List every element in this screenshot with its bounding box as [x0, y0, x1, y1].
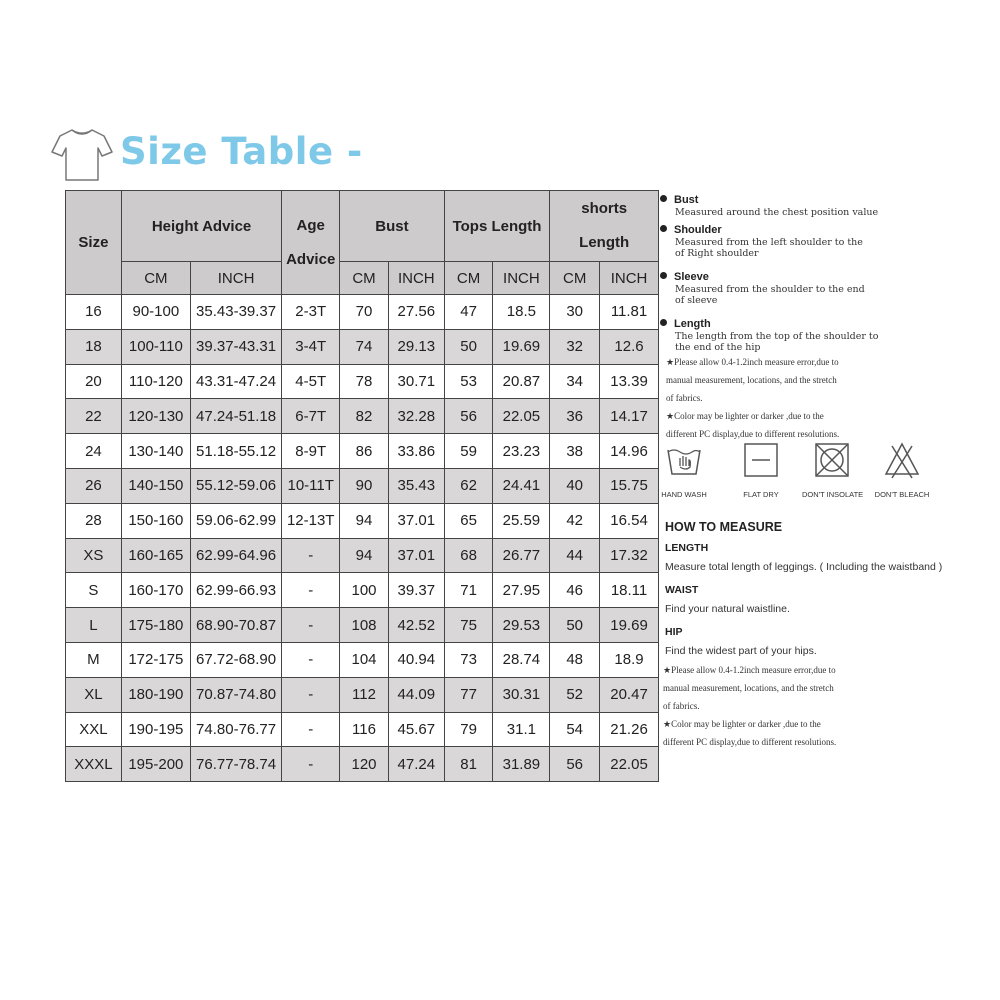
cell-shorts-length-inch: 16.54 [600, 503, 659, 538]
cell-height-cm: 110-120 [121, 364, 190, 399]
note-bust-title: Bust [674, 194, 699, 206]
note-length-title: Length [674, 318, 711, 330]
size-table-body [66, 295, 659, 782]
cell-shorts-length-cm: 52 [550, 677, 600, 712]
cell-bust-cm: 70 [340, 295, 389, 330]
flat-dry-icon [741, 440, 781, 480]
cell-height-cm: 195-200 [121, 747, 190, 782]
cell-height-inch: 55.12-59.06 [190, 468, 281, 503]
cell-shorts-length-cm: 48 [550, 642, 600, 677]
fine-print-line: of fabrics. [666, 393, 703, 403]
cell-shorts-length-cm: 42 [550, 503, 600, 538]
cell-shorts-length-cm: 46 [550, 573, 600, 608]
cell-tops-length-inch: 20.87 [493, 364, 550, 399]
cell-bust-cm: 100 [340, 573, 389, 608]
cell-height-cm: 150-160 [121, 503, 190, 538]
bullet-icon [660, 272, 667, 279]
cell-age-advice: 4-5T [282, 364, 340, 399]
cell-age-advice: - [282, 538, 340, 573]
cell-bust-inch: 39.37 [388, 573, 444, 608]
size-table-header [50, 122, 370, 186]
fine-print-line: ★Color may be lighter or darker ,due to the [666, 411, 824, 421]
cell-age-advice: - [282, 608, 340, 643]
cell-tops-length-cm: 50 [444, 329, 493, 364]
care-hand-wash-label: HAND WASH [661, 490, 707, 499]
care-flat-dry [736, 440, 786, 499]
cell-age-advice: 12-13T [282, 503, 340, 538]
care-dont-bleach [874, 440, 930, 499]
fine-print-top [666, 353, 995, 443]
cell-tops-length-inch: 29.53 [493, 608, 550, 643]
cell-tops-length-inch: 18.5 [493, 295, 550, 330]
note-length [660, 318, 995, 353]
do-not-bleach-icon [882, 440, 922, 480]
header-height-inch: INCH [190, 262, 281, 295]
cell-bust-inch: 33.86 [388, 434, 444, 469]
note-sleeve [660, 271, 995, 306]
table-row [66, 538, 659, 573]
cell-size: 26 [66, 468, 122, 503]
cell-shorts-length-cm: 36 [550, 399, 600, 434]
cell-height-inch: 67.72-68.90 [190, 642, 281, 677]
note-length-desc-1: The length from the top of the shoulder to [675, 331, 879, 342]
cell-size: 22 [66, 399, 122, 434]
size-table [65, 190, 659, 782]
cell-size: M [66, 642, 122, 677]
cell-height-inch: 74.80-76.77 [190, 712, 281, 747]
cell-tops-length-cm: 75 [444, 608, 493, 643]
cell-height-cm: 100-110 [121, 329, 190, 364]
table-row [66, 642, 659, 677]
hip-instructions: Find the widest part of your hips. [665, 645, 817, 657]
note-sleeve-desc-1: Measured from the shoulder to the end [675, 284, 865, 295]
cell-shorts-length-cm: 44 [550, 538, 600, 573]
table-row [66, 503, 659, 538]
cell-height-inch: 39.37-43.31 [190, 329, 281, 364]
cell-shorts-length-inch: 22.05 [600, 747, 659, 782]
cell-height-cm: 140-150 [121, 468, 190, 503]
cell-age-advice: 2-3T [282, 295, 340, 330]
cell-bust-cm: 108 [340, 608, 389, 643]
cell-bust-inch: 30.71 [388, 364, 444, 399]
cell-bust-cm: 104 [340, 642, 389, 677]
care-dont-bleach-label: DON'T BLEACH [874, 490, 930, 499]
cell-tops-length-cm: 73 [444, 642, 493, 677]
cell-height-cm: 180-190 [121, 677, 190, 712]
cell-size: XXXL [66, 747, 122, 782]
table-row [66, 712, 659, 747]
care-flat-dry-label: FLAT DRY [743, 490, 779, 499]
cell-tops-length-cm: 71 [444, 573, 493, 608]
cell-bust-inch: 37.01 [388, 503, 444, 538]
length-instructions: Measure total length of leggings. ( Including the waistband ) [665, 561, 943, 573]
cell-shorts-length-inch: 15.75 [600, 468, 659, 503]
fine-print-line: manual measurement, locations, and the stretch [666, 375, 837, 385]
cell-size: 16 [66, 295, 122, 330]
cell-shorts-length-cm: 54 [550, 712, 600, 747]
hip-heading: HIP [665, 626, 683, 638]
cell-tops-length-cm: 59 [444, 434, 493, 469]
header-height-cm: CM [121, 262, 190, 295]
cell-bust-cm: 78 [340, 364, 389, 399]
bullet-icon [660, 195, 667, 202]
cell-shorts-length-inch: 19.69 [600, 608, 659, 643]
cell-height-inch: 76.77-78.74 [190, 747, 281, 782]
table-row [66, 399, 659, 434]
cell-height-inch: 43.31-47.24 [190, 364, 281, 399]
cell-bust-inch: 29.13 [388, 329, 444, 364]
table-row [66, 468, 659, 503]
length-heading: LENGTH [665, 542, 709, 554]
care-hand-wash [660, 440, 708, 499]
cell-height-inch: 70.87-74.80 [190, 677, 281, 712]
cell-bust-cm: 74 [340, 329, 389, 364]
cell-bust-cm: 82 [340, 399, 389, 434]
header-age-advice: Age Advice [282, 191, 340, 295]
care-instructions [660, 440, 995, 510]
cell-tops-length-cm: 53 [444, 364, 493, 399]
cell-bust-inch: 35.43 [388, 468, 444, 503]
cell-shorts-length-inch: 13.39 [600, 364, 659, 399]
header-bust-cm: CM [340, 262, 389, 295]
cell-tops-length-cm: 62 [444, 468, 493, 503]
bullet-icon [660, 319, 667, 326]
cell-shorts-length-cm: 38 [550, 434, 600, 469]
cell-age-advice: - [282, 677, 340, 712]
note-bust [660, 194, 995, 218]
table-row [66, 295, 659, 330]
cell-size: 18 [66, 329, 122, 364]
cell-tops-length-inch: 31.89 [493, 747, 550, 782]
cell-age-advice: - [282, 573, 340, 608]
table-row [66, 677, 659, 712]
cell-shorts-length-inch: 12.6 [600, 329, 659, 364]
cell-size: L [66, 608, 122, 643]
table-row [66, 608, 659, 643]
measurement-notes [660, 194, 995, 443]
cell-tops-length-inch: 22.05 [493, 399, 550, 434]
cell-age-advice: 10-11T [282, 468, 340, 503]
cell-tops-length-inch: 30.31 [493, 677, 550, 712]
cell-shorts-length-cm: 56 [550, 747, 600, 782]
cell-size: 24 [66, 434, 122, 469]
header-tops-inch: INCH [493, 262, 550, 295]
header-bust-inch: INCH [388, 262, 444, 295]
cell-age-advice: - [282, 642, 340, 677]
cell-height-cm: 120-130 [121, 399, 190, 434]
cell-shorts-length-inch: 11.81 [600, 295, 659, 330]
cell-height-cm: 130-140 [121, 434, 190, 469]
header-bust: Bust [340, 191, 445, 262]
cell-height-inch: 47.24-51.18 [190, 399, 281, 434]
cell-bust-cm: 116 [340, 712, 389, 747]
cell-height-inch: 35.43-39.37 [190, 295, 281, 330]
cell-bust-inch: 32.28 [388, 399, 444, 434]
cell-shorts-length-inch: 14.96 [600, 434, 659, 469]
cell-tops-length-inch: 26.77 [493, 538, 550, 573]
table-row [66, 364, 659, 399]
cell-height-inch: 51.18-55.12 [190, 434, 281, 469]
note-shoulder-desc-1: Measured from the left shoulder to the [675, 237, 863, 248]
note-shoulder-title: Shoulder [674, 224, 722, 236]
cell-bust-inch: 47.24 [388, 747, 444, 782]
cell-bust-inch: 37.01 [388, 538, 444, 573]
cell-tops-length-cm: 81 [444, 747, 493, 782]
cell-tops-length-inch: 28.74 [493, 642, 550, 677]
cell-bust-cm: 112 [340, 677, 389, 712]
cell-shorts-length-inch: 18.9 [600, 642, 659, 677]
header-shorts-cm: CM [550, 262, 600, 295]
cell-tops-length-inch: 19.69 [493, 329, 550, 364]
how-to-measure-title: HOW TO MEASURE [665, 520, 783, 534]
cell-tops-length-inch: 23.23 [493, 434, 550, 469]
cell-age-advice: 6-7T [282, 399, 340, 434]
header-tops-cm: CM [444, 262, 493, 295]
header-shorts-inch: INCH [600, 262, 659, 295]
cell-tops-length-cm: 77 [444, 677, 493, 712]
cell-tops-length-cm: 68 [444, 538, 493, 573]
table-row [66, 434, 659, 469]
cell-shorts-length-inch: 18.11 [600, 573, 659, 608]
cell-bust-inch: 44.09 [388, 677, 444, 712]
cell-shorts-length-inch: 20.47 [600, 677, 659, 712]
care-dont-insolate-label: DON'T INSOLATE [802, 490, 864, 499]
cell-height-inch: 68.90-70.87 [190, 608, 281, 643]
cell-bust-cm: 94 [340, 538, 389, 573]
cell-bust-cm: 120 [340, 747, 389, 782]
cell-age-advice: 3-4T [282, 329, 340, 364]
cell-size: XXL [66, 712, 122, 747]
cell-bust-inch: 40.94 [388, 642, 444, 677]
table-row [66, 573, 659, 608]
header-height-advice: Height Advice [121, 191, 281, 262]
cell-shorts-length-cm: 50 [550, 608, 600, 643]
cell-height-cm: 160-165 [121, 538, 190, 573]
cell-shorts-length-inch: 14.17 [600, 399, 659, 434]
cell-tops-length-inch: 27.95 [493, 573, 550, 608]
cell-age-advice: - [282, 712, 340, 747]
note-length-desc-2: the end of the hip [675, 342, 761, 353]
cell-tops-length-cm: 56 [444, 399, 493, 434]
fine-print-bottom [663, 661, 995, 751]
waist-instructions: Find your natural waistline. [665, 603, 790, 615]
cell-shorts-length-inch: 17.32 [600, 538, 659, 573]
cell-height-cm: 160-170 [121, 573, 190, 608]
header-tops-length: Tops Length [444, 191, 550, 262]
hand-wash-icon [664, 440, 704, 480]
cell-shorts-length-inch: 21.26 [600, 712, 659, 747]
fine-print-line: ★Please allow 0.4-1.2inch measure error,due to [666, 357, 839, 367]
cell-shorts-length-cm: 30 [550, 295, 600, 330]
header-size: Size [66, 191, 122, 295]
cell-tops-length-inch: 24.41 [493, 468, 550, 503]
do-not-insolate-icon [812, 440, 852, 480]
cell-size: 20 [66, 364, 122, 399]
cell-size: 28 [66, 503, 122, 538]
cell-bust-cm: 94 [340, 503, 389, 538]
cell-tops-length-inch: 31.1 [493, 712, 550, 747]
cell-shorts-length-cm: 34 [550, 364, 600, 399]
note-bust-desc: Measured around the chest position value [675, 207, 879, 218]
care-dont-insolate [802, 440, 862, 499]
cell-shorts-length-cm: 32 [550, 329, 600, 364]
cell-size: S [66, 573, 122, 608]
cell-height-inch: 62.99-64.96 [190, 538, 281, 573]
page-title: Size Table - [120, 130, 363, 173]
table-row [66, 329, 659, 364]
cell-bust-inch: 42.52 [388, 608, 444, 643]
cell-bust-cm: 90 [340, 468, 389, 503]
cell-height-inch: 59.06-62.99 [190, 503, 281, 538]
cell-height-cm: 175-180 [121, 608, 190, 643]
cell-tops-length-cm: 65 [444, 503, 493, 538]
how-to-measure [665, 520, 995, 751]
bullet-icon [660, 225, 667, 232]
fine-print-line: different PC display,due to different resolutions. [663, 737, 837, 747]
fine-print-line: different PC display,due to different resolutions. [666, 429, 840, 439]
cell-height-cm: 172-175 [121, 642, 190, 677]
waist-heading: WAIST [665, 584, 699, 596]
fine-print-line: manual measurement, locations, and the stretch [663, 683, 834, 693]
note-sleeve-desc-2: of sleeve [675, 295, 718, 306]
fine-print-line: ★Please allow 0.4-1.2inch measure error,due to [663, 665, 836, 675]
note-sleeve-title: Sleeve [674, 271, 709, 283]
cell-bust-cm: 86 [340, 434, 389, 469]
cell-height-inch: 62.99-66.93 [190, 573, 281, 608]
cell-bust-inch: 45.67 [388, 712, 444, 747]
cell-age-advice: 8-9T [282, 434, 340, 469]
cell-height-cm: 190-195 [121, 712, 190, 747]
cell-tops-length-cm: 79 [444, 712, 493, 747]
cell-tops-length-cm: 47 [444, 295, 493, 330]
t-shirt-icon [50, 124, 114, 184]
fine-print-line: ★Color may be lighter or darker ,due to the [663, 719, 821, 729]
cell-bust-inch: 27.56 [388, 295, 444, 330]
fine-print-line: of fabrics. [663, 701, 700, 711]
cell-height-cm: 90-100 [121, 295, 190, 330]
note-shoulder-desc-2: of Right shoulder [675, 248, 759, 259]
note-shoulder [660, 224, 995, 259]
cell-shorts-length-cm: 40 [550, 468, 600, 503]
header-shorts-length: shorts Length [550, 191, 659, 262]
cell-tops-length-inch: 25.59 [493, 503, 550, 538]
table-row [66, 747, 659, 782]
cell-age-advice: - [282, 747, 340, 782]
cell-size: XL [66, 677, 122, 712]
cell-size: XS [66, 538, 122, 573]
